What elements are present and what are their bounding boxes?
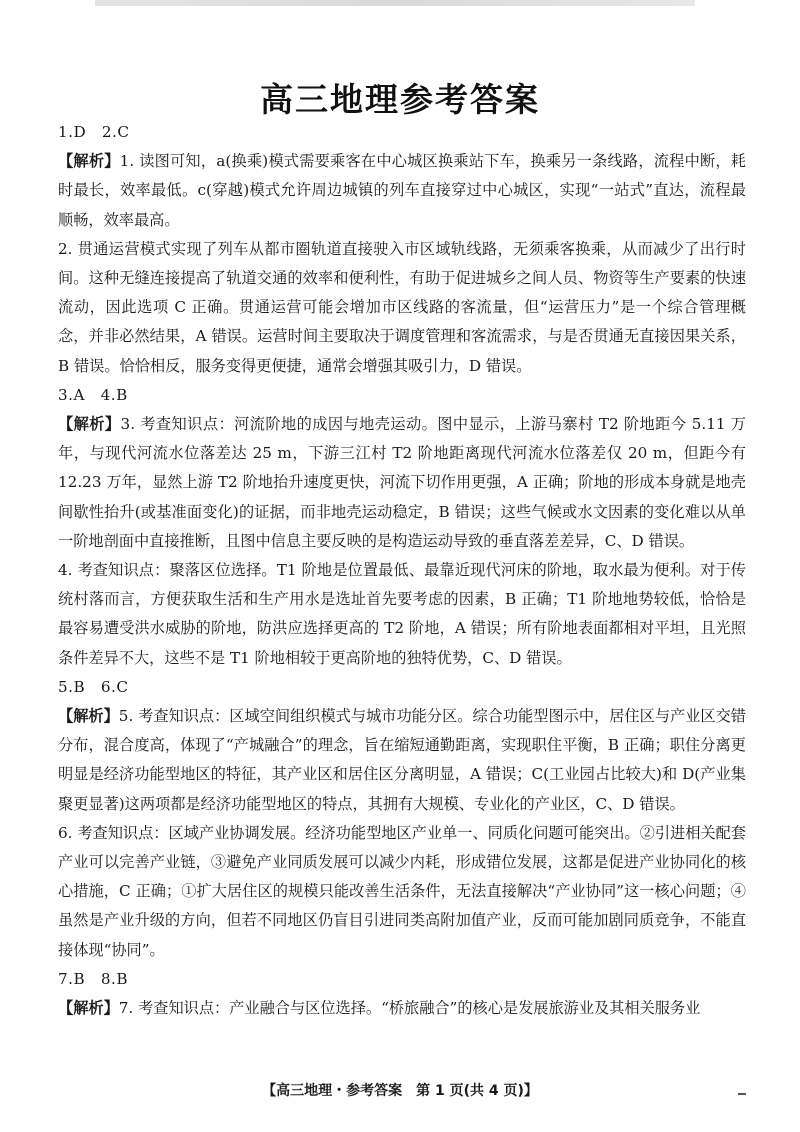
answer-line-1-2: 1.D 2.C [58,123,130,141]
explanation-1: 【解析】1. 读图可知，a(换乘)模式需要乘客在中心城区换乘站下车，换乘另一条线路，流程中断，耗时最长，效率最低。c(穿越)模式允许周边城镇的列车直接穿过中心城区，实现“一站式”直达，流程最顺畅，效率最高。 [58,152,746,229]
answer-line-5-6: 5.B 6.C [58,677,129,696]
answer-line-3-4: 3.A 4.B [58,385,128,404]
page-footer: 【高三地理・参考答案 第 1 页(共 4 页)】 [262,1083,538,1099]
explanation-5: 【解析】5. 考查知识点：区域空间组织模式与城市功能分区。综合功能型图示中，居住区与产业区交错分布，混合度高，体现了“产城融合”的理念，旨在缩短通勤距离，实现职住平衡，B 正确；职住分离更明显是经济功能型地区的特征，其产业区和居住区分离明显，A 错误；C(工业园占比较大)和 D(产业集聚更显著)这两项都是经济功能型地区的特点，其拥有大规模、专业化的产业区，C、D 错误。 [58,707,746,813]
jiexi-tag: 【解析】 [58,707,119,726]
explanation-2: 2. 贯通运营模式实现了列车从都市圈轨道直接驶入市区域轨线路，无须乘客换乘，从而减少了出行时间。这种无缝连接提高了轨道交通的效率和便利性，有助于促进城乡之间人员、物资等生产要素的快速流动，因此选项 C 正确。贯通运营可能会增加市区线路的客流量，但“运营压力”是一个综合管理概念，并非必然结果，A 错误。运营时间主要取决于调度管理和客流需求，与是否贯通无直接因果关系，B 错误。恰恰相反，服务变得更便捷，通常会增强其吸引力，D 错误。 [58,239,746,375]
explanation-4: 4. 考查知识点：聚落区位选择。T1 阶地是位置最低、最靠近现代河床的阶地，取水最为便利。对于传统村落而言，方便获取生活和生产用水是选址首先要考虑的因素，B 正确；T1 阶地地势较低，恰恰是最容易遭受洪水威胁的阶地，防洪应选择更高的 T2 阶地，A 错误；所有阶地表面都相对平坦，且光照条件差异不大，这些不是 T1 阶地相较于更高阶地的独特优势，C、D 错误。 [58,561,746,667]
explanation-6: 6. 考查知识点：区域产业协调发展。经济功能型地区产业单一、同质化问题可能突出。②引进相关配套产业可以完善产业链，③避免产业同质发展可以减少内耗，形成错位发展，这都是促进产业协同化的核心措施，C 正确；①扩大居住区的规模只能改善生活条件，无法直接解决“产业协同”这一核心问题；④虽然是产业升级的方向，但若不同地区仍盲目引进同类高附加值产业，反而可能加剧同质竞争，不能直接体现“协同”。 [58,823,746,959]
jiexi-tag: 【解析】 [58,415,121,434]
page-title: 高三地理参考答案 [260,80,540,120]
jiexi-tag: 【解析】 [58,999,119,1018]
explanation-3: 【解析】3. 考查知识点：河流阶地的成因与地壳运动。图中显示，上游马寨村 T2 阶地距今 5.11 万年，与现代河流水位落差达 25 m，下游三江村 T2 阶地距离现代河流水位落差仅 20 m，但距今有 12.23 万年，显然上游 T2 阶地抬升速度更快，河流下切作用更强，A 正确；阶地的形成本身就是地壳间歇性抬升(或基准面变化)的证据，而非地壳运动稳定，B 错误；这些气候或水文因素的变化难以从单一阶地剖面中直接推断，且图中信息主要反映的是构造运动导致的垂直落差差异，C、D 错误。 [58,415,746,550]
corner-mark [738,1093,746,1095]
jiexi-tag: 【解析】 [58,152,120,171]
answer-line-7-8: 7.B 8.B [58,969,128,988]
explanation-7: 【解析】7. 考查知识点：产业融合与区位选择。“桥旅融合”的核心是发展旅游业及其相关服务业 [58,999,701,1018]
top-scan-strip [95,0,695,6]
answer-content [58,118,746,1023]
